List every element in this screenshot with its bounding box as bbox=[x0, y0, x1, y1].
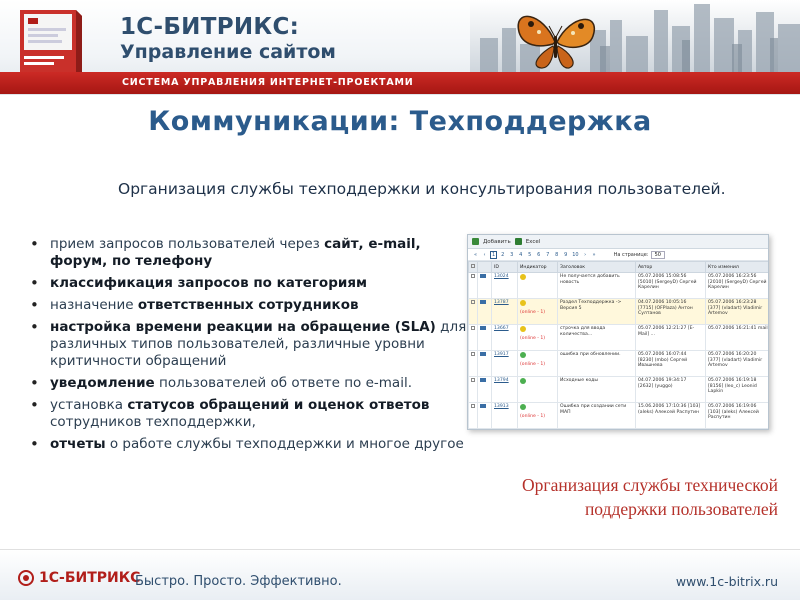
table-header-row bbox=[469, 262, 770, 273]
tickets-screenshot bbox=[467, 234, 769, 430]
ticket-id-link[interactable]: 13913 bbox=[494, 404, 509, 409]
add-icon bbox=[472, 238, 479, 245]
row-menu-icon[interactable] bbox=[480, 326, 486, 330]
feature-list bbox=[28, 236, 468, 458]
status-indicator-icon bbox=[520, 326, 526, 332]
pager-page[interactable]: 7 bbox=[546, 251, 550, 258]
ticket-author-cell: 04.07.2006 10:05:16 [7715] (OFPlaza) Антон Султанов bbox=[636, 299, 706, 325]
ticket-changed-cell: 05.07.2006 16:19:06 [103] (aleks) Алексей Распутин bbox=[706, 403, 770, 429]
table-row[interactable] bbox=[469, 299, 770, 325]
ticket-title-cell[interactable]: Ошибка при создании сети МАП bbox=[558, 403, 636, 429]
row-checkbox[interactable] bbox=[471, 404, 475, 408]
brand-subtitle: Управление сайтом bbox=[120, 41, 336, 63]
pager-page[interactable]: 1 bbox=[492, 251, 496, 258]
ticket-author-cell: 05.07.2006 16:07:44 [8230] (mbo) Сергей Ивашнева bbox=[636, 351, 706, 377]
status-indicator-icon bbox=[520, 404, 526, 410]
row-checkbox[interactable] bbox=[471, 326, 475, 330]
footer-logo bbox=[18, 570, 140, 586]
pager-page[interactable]: 4 bbox=[519, 251, 523, 258]
footer-logo-text: 1С-БИТРИКС bbox=[39, 570, 141, 586]
online-count: (online - 1) bbox=[520, 309, 546, 315]
ticket-id-link[interactable]: 13667 bbox=[494, 326, 509, 331]
ticket-id-link[interactable]: 13787 bbox=[494, 300, 509, 305]
ticket-title-cell[interactable]: Раздел Техподдержка -> Версия 5 bbox=[558, 299, 636, 325]
column-header bbox=[469, 262, 478, 273]
column-header bbox=[478, 262, 492, 273]
footer bbox=[0, 549, 800, 600]
pager-page[interactable]: 9 bbox=[564, 251, 568, 258]
pager-next[interactable]: › bbox=[584, 251, 587, 258]
ticket-title-cell[interactable]: строчка для ввода количества... bbox=[558, 325, 636, 351]
indicator-cell bbox=[518, 351, 558, 377]
caption-line: поддержки пользователей bbox=[584, 499, 778, 519]
list-item: • назначение ответственных сотрудников bbox=[28, 297, 468, 314]
page-subtitle: Организация службы техподдержки и консультирования пользователей. bbox=[118, 180, 726, 198]
screenshot-caption bbox=[418, 473, 778, 521]
select-all-checkbox[interactable] bbox=[471, 264, 475, 268]
pager-prev[interactable]: ‹ bbox=[483, 251, 486, 258]
online-count: (online - 1) bbox=[520, 361, 546, 367]
row-menu-cell bbox=[478, 403, 492, 429]
ticket-id-cell bbox=[492, 403, 518, 429]
column-header[interactable]: Кто изменил bbox=[706, 262, 770, 273]
per-page-label: На странице: bbox=[613, 251, 649, 258]
column-header[interactable]: Заголовок bbox=[558, 262, 636, 273]
ticket-title-cell[interactable]: Не получается добавить новость bbox=[558, 273, 636, 299]
table-row[interactable] bbox=[469, 325, 770, 351]
indicator-cell bbox=[518, 273, 558, 299]
footer-slogan: Быстро. Просто. Эффективно. bbox=[135, 574, 342, 589]
online-count: (online - 1) bbox=[520, 413, 546, 419]
ticket-id-link[interactable]: 13794 bbox=[494, 378, 509, 383]
ticket-id-cell bbox=[492, 351, 518, 377]
ticket-changed-cell: 05.07.2006 16:19:18 [8156] (leo_c) Leonid Lapkin bbox=[706, 377, 770, 403]
row-select-cell bbox=[469, 403, 478, 429]
butterfly-icon bbox=[505, 2, 605, 74]
bitrix-logo-icon bbox=[18, 570, 34, 586]
excel-button[interactable]: Excel bbox=[525, 238, 541, 245]
header-banner bbox=[0, 72, 800, 94]
ticket-changed-cell: 05.07.2006 16:23:28 [377] (vladart) Vladimir Artemov bbox=[706, 299, 770, 325]
row-menu-cell bbox=[478, 377, 492, 403]
ticket-changed-cell: 05.07.2006 16:21:41 mail bbox=[706, 325, 770, 351]
pager-page[interactable]: 6 bbox=[537, 251, 541, 258]
ticket-author-cell: 05.07.2006 12:21:27 [E-Mail] ... bbox=[636, 325, 706, 351]
row-menu-cell bbox=[478, 325, 492, 351]
list-item: • установка статусов обращений и оценок ответов сотрудников техподдержки, bbox=[28, 397, 468, 431]
pager-page[interactable]: 10 bbox=[572, 251, 579, 258]
ticket-title-cell[interactable]: ошибка при обновлении. bbox=[558, 351, 636, 377]
row-select-cell bbox=[469, 325, 478, 351]
row-menu-cell bbox=[478, 299, 492, 325]
table-row[interactable] bbox=[469, 377, 770, 403]
pager-page[interactable]: 5 bbox=[528, 251, 532, 258]
add-button[interactable]: Добавить bbox=[483, 238, 511, 245]
table-row[interactable] bbox=[469, 403, 770, 429]
ticket-author-cell: 05.07.2006 15:08:56 [5010] (SergeyD) Сергей Карелин bbox=[636, 273, 706, 299]
ticket-changed-cell: 05.07.2006 16:23:56 [2010] (SergeyD) Сергей Карелин bbox=[706, 273, 770, 299]
ticket-id-cell bbox=[492, 325, 518, 351]
pager bbox=[468, 249, 768, 261]
row-select-cell bbox=[469, 351, 478, 377]
status-indicator-icon bbox=[520, 274, 526, 280]
pager-first[interactable]: « bbox=[473, 251, 478, 258]
ticket-id-cell bbox=[492, 299, 518, 325]
row-select-cell bbox=[469, 273, 478, 299]
row-menu-icon[interactable] bbox=[480, 274, 486, 278]
list-item: • прием запросов пользователей через сайт, e-mail, форум, по телефону bbox=[28, 236, 468, 270]
row-checkbox[interactable] bbox=[471, 274, 475, 278]
pager-page[interactable]: 3 bbox=[510, 251, 514, 258]
list-item: • уведомление пользователей об ответе по e-mail. bbox=[28, 375, 468, 392]
row-checkbox[interactable] bbox=[471, 352, 475, 356]
list-item: • настройка времени реакции на обращение (SLA) для различных типов пользователей, различные уровни критичности обращений bbox=[28, 319, 468, 370]
ticket-author-cell: 04.07.2006 19:34:17 [2632] (yuggo) bbox=[636, 377, 706, 403]
column-header[interactable]: Автор bbox=[636, 262, 706, 273]
ticket-title-cell[interactable]: Исходные коды bbox=[558, 377, 636, 403]
row-checkbox[interactable] bbox=[471, 378, 475, 382]
caption-line: Организация службы технической bbox=[522, 475, 778, 495]
table-row[interactable] bbox=[469, 273, 770, 299]
status-indicator-icon bbox=[520, 352, 526, 358]
page-title: Коммуникации: Техподдержка bbox=[148, 106, 652, 137]
status-indicator-icon bbox=[520, 378, 526, 384]
row-checkbox[interactable] bbox=[471, 300, 475, 304]
status-indicator-icon bbox=[520, 300, 526, 306]
brand bbox=[120, 14, 336, 63]
row-menu-cell bbox=[478, 351, 492, 377]
row-select-cell bbox=[469, 377, 478, 403]
table-row[interactable] bbox=[469, 351, 770, 377]
banner-text: СИСТЕМА УПРАВЛЕНИЯ ИНТЕРНЕТ-ПРОЕКТАМИ bbox=[122, 77, 414, 88]
indicator-cell bbox=[518, 299, 558, 325]
row-menu-cell bbox=[478, 273, 492, 299]
pager-page[interactable]: 2 bbox=[501, 251, 505, 258]
per-page-select[interactable]: 50 bbox=[651, 251, 665, 259]
row-menu-icon[interactable] bbox=[480, 300, 486, 304]
row-menu-icon[interactable] bbox=[480, 404, 486, 408]
footer-url[interactable]: www.1c-bitrix.ru bbox=[675, 574, 778, 589]
row-select-cell bbox=[469, 299, 478, 325]
column-header[interactable]: ID bbox=[492, 262, 518, 273]
pager-last[interactable]: » bbox=[592, 251, 596, 258]
ticket-author-cell: 15.06.2006 17:10:36 [103] (aleks) Алексей Распутин bbox=[636, 403, 706, 429]
row-menu-icon[interactable] bbox=[480, 378, 486, 382]
online-count: (online - 1) bbox=[520, 335, 546, 341]
ticket-id-cell bbox=[492, 377, 518, 403]
indicator-cell bbox=[518, 403, 558, 429]
list-item: • отчеты о работе службы техподдержки и многое другое bbox=[28, 436, 468, 453]
screenshot-toolbar bbox=[468, 235, 768, 249]
ticket-id-link[interactable]: 13024 bbox=[494, 274, 509, 279]
ticket-id-cell bbox=[492, 273, 518, 299]
pager-page[interactable]: 8 bbox=[555, 251, 559, 258]
header bbox=[0, 0, 800, 95]
ticket-id-link[interactable]: 13917 bbox=[494, 352, 509, 357]
brand-name: 1С-БИТРИКС: bbox=[120, 14, 300, 40]
list-item: • классификация запросов по категориям bbox=[28, 275, 468, 292]
row-menu-icon[interactable] bbox=[480, 352, 486, 356]
tickets-table bbox=[468, 261, 769, 429]
indicator-cell bbox=[518, 377, 558, 403]
indicator-cell bbox=[518, 325, 558, 351]
excel-icon bbox=[515, 238, 522, 245]
ticket-changed-cell: 05.07.2006 16:20:20 [377] (vladart) Vladimir Artemov bbox=[706, 351, 770, 377]
column-header[interactable]: Индикатор bbox=[518, 262, 558, 273]
